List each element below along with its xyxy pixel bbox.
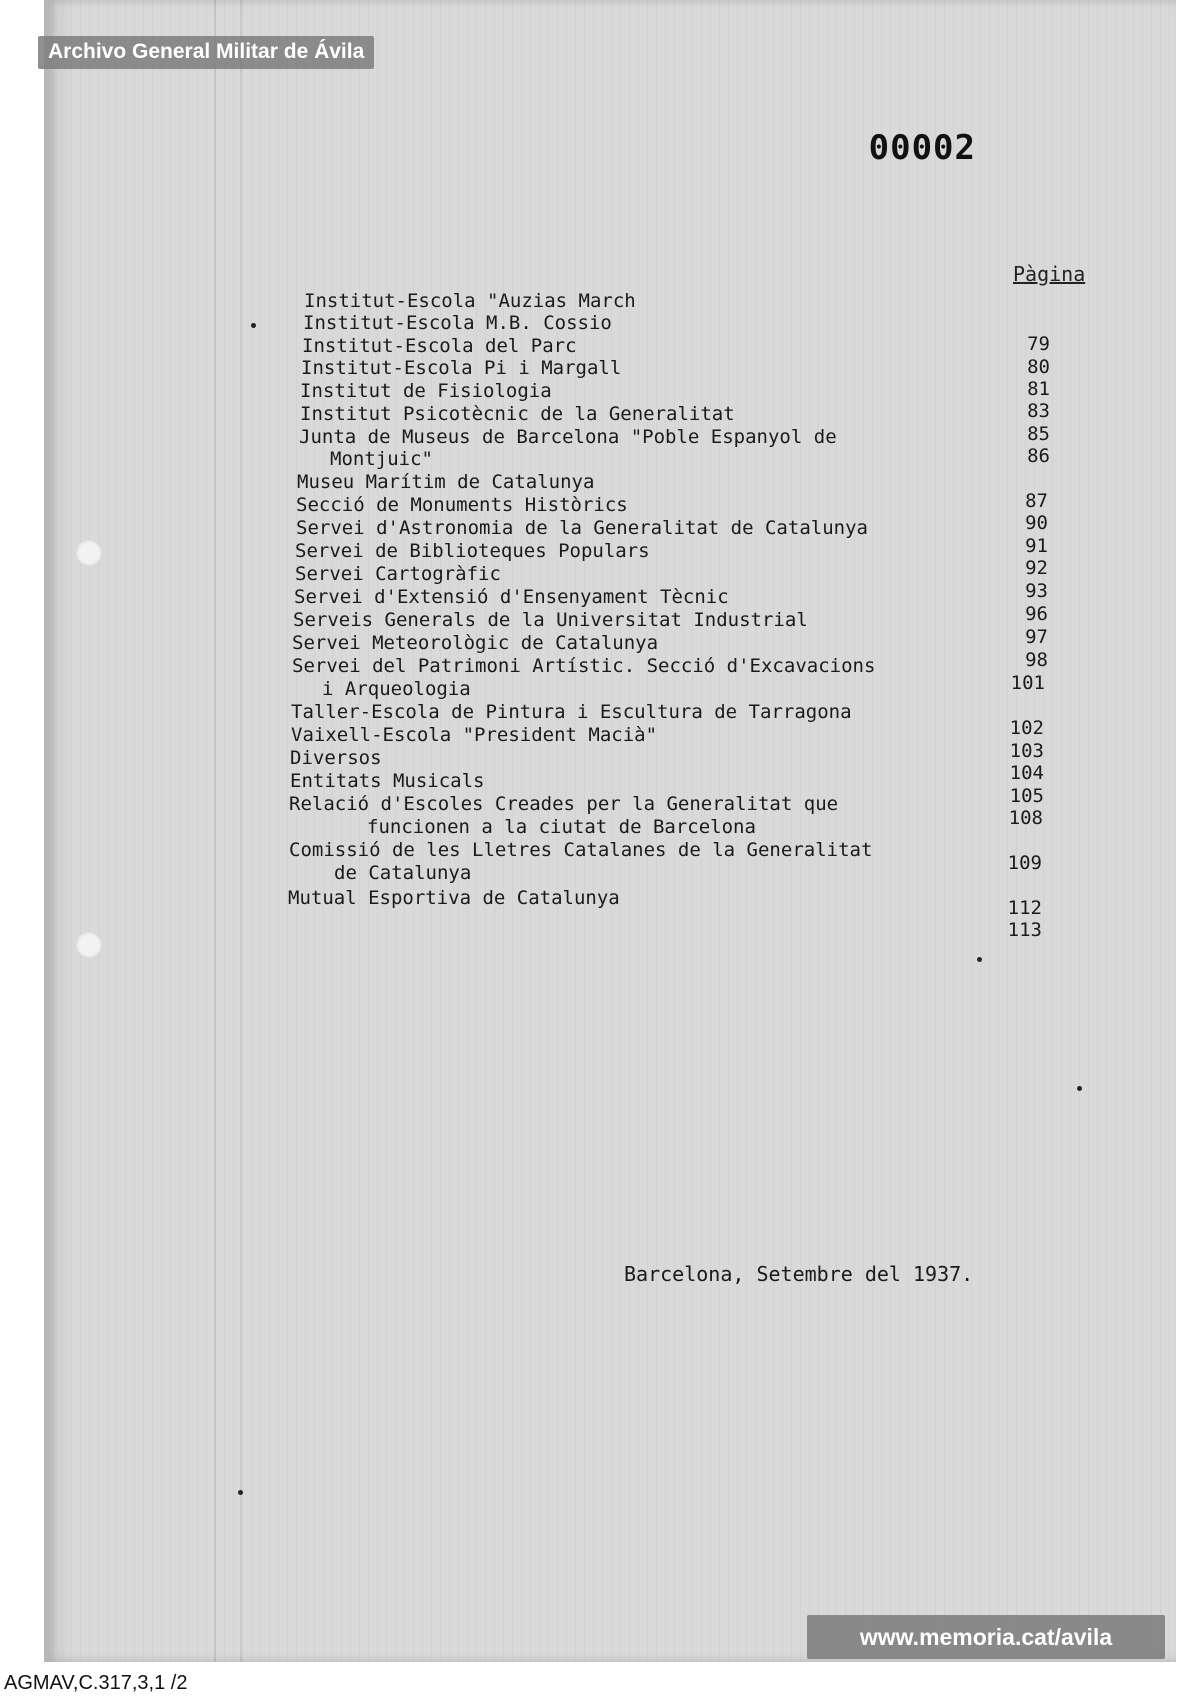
toc-entry-page: 113 bbox=[1007, 919, 1042, 941]
toc-entry-title: Institut-Escola del Parc bbox=[302, 335, 577, 357]
ink-speck bbox=[238, 1490, 243, 1495]
site-watermark: www.memoria.cat/avila bbox=[807, 1615, 1165, 1659]
document-number: 00002 bbox=[868, 128, 976, 168]
toc-entry-subtitle: de Catalunya bbox=[334, 862, 472, 884]
ink-speck bbox=[251, 323, 256, 328]
toc-entry-page: 91 bbox=[1025, 535, 1048, 557]
toc-entry-title: Servei Meteorològic de Catalunya bbox=[292, 632, 659, 654]
toc-entry-page: 103 bbox=[1009, 740, 1044, 762]
toc-entry-title: Relació d'Escoles Creades per la Generalitat que bbox=[289, 793, 839, 815]
toc-entry bbox=[0, 357, 1200, 379]
toc-entry-page: 80 bbox=[1027, 356, 1050, 378]
toc-entry-title: Institut-Escola Pi i Margall bbox=[301, 357, 622, 379]
toc-entry-page: 79 bbox=[1027, 333, 1050, 355]
toc-entry-title: Institut-Escola "Auzias March bbox=[304, 290, 636, 312]
punch-hole bbox=[75, 931, 103, 959]
toc-entry-page: 92 bbox=[1025, 557, 1048, 579]
toc-entry-page: 112 bbox=[1007, 897, 1042, 919]
toc-entry-page: 93 bbox=[1025, 580, 1048, 602]
toc-entry bbox=[0, 403, 1200, 425]
toc-entry-title: Servei del Patrimoni Artístic. Secció d'Excavacions bbox=[292, 655, 876, 677]
toc-entry-title: Serveis Generals de la Universitat Industrial bbox=[293, 609, 808, 631]
toc-entry-title: Diversos bbox=[290, 747, 382, 769]
toc-entry-title: Institut de Fisiologia bbox=[300, 380, 552, 402]
toc-entry-title: Entitats Musicals bbox=[290, 770, 485, 792]
toc-entry-title: Servei d'Astronomia de la Generalitat de Catalunya bbox=[296, 517, 868, 539]
toc-entry-page: 108 bbox=[1008, 807, 1043, 829]
toc-entry bbox=[0, 426, 1200, 448]
toc-entry bbox=[0, 335, 1200, 357]
toc-entry-page: 86 bbox=[1027, 445, 1050, 467]
toc-entry-page: 90 bbox=[1025, 512, 1048, 534]
archive-watermark: Archivo General Militar de Ávila bbox=[38, 36, 374, 69]
toc-entry-page: 87 bbox=[1025, 490, 1048, 512]
toc-entry-subtitle: i Arqueologia bbox=[322, 678, 471, 700]
toc-entry-page: 98 bbox=[1025, 649, 1048, 671]
toc-entry-page: 85 bbox=[1027, 423, 1050, 445]
toc-entry-page: 83 bbox=[1027, 400, 1050, 422]
toc-entry-page: 104 bbox=[1009, 762, 1044, 784]
toc-entry bbox=[0, 312, 1200, 334]
toc-entry bbox=[0, 290, 1200, 312]
toc-entry-title: Secció de Monuments Històrics bbox=[296, 494, 628, 516]
toc-entry-page: 101 bbox=[1010, 672, 1045, 694]
toc-entry-title: Institut Psicotècnic de la Generalitat bbox=[300, 403, 735, 425]
toc-entry-title: Servei Cartogràfic bbox=[295, 563, 501, 585]
place-and-date: Barcelona, Setembre del 1937. bbox=[624, 1262, 974, 1286]
toc-entry-page: 102 bbox=[1009, 717, 1044, 739]
ink-speck bbox=[977, 957, 982, 962]
toc-entry-title: Servei d'Extensió d'Ensenyament Tècnic bbox=[294, 586, 729, 608]
toc-entry-title: Museu Marítim de Catalunya bbox=[297, 471, 595, 493]
toc-entry-title: Mutual Esportiva de Catalunya bbox=[288, 887, 620, 909]
toc-entry-title: Vaixell-Escola "President Macià" bbox=[291, 724, 658, 746]
toc-entry-continuation bbox=[0, 448, 1200, 470]
toc-entry-title: Junta de Museus de Barcelona "Poble Espanyol de bbox=[299, 426, 837, 448]
toc-entry-page: 96 bbox=[1025, 603, 1048, 625]
archive-reference: AGMAV,C.317,3,1 /2 bbox=[4, 1672, 188, 1694]
toc-entry-title: Taller-Escola de Pintura i Escultura de Tarragona bbox=[291, 701, 852, 723]
toc-entry-page: 109 bbox=[1007, 852, 1042, 874]
toc-entry-title: Institut-Escola M.B. Cossio bbox=[303, 312, 612, 334]
toc-entry-page: 105 bbox=[1009, 785, 1044, 807]
toc-entry-subtitle: Montjuic" bbox=[330, 448, 433, 470]
page-column-heading: Pàgina bbox=[1013, 262, 1086, 286]
toc-entry-title: Servei de Biblioteques Populars bbox=[295, 540, 650, 562]
toc-entry-page: 97 bbox=[1025, 626, 1048, 648]
ink-speck bbox=[1077, 1086, 1082, 1091]
toc-entry bbox=[0, 380, 1200, 402]
toc-entry-subtitle: funcionen a la ciutat de Barcelona bbox=[367, 816, 756, 838]
toc-entry-title: Comissió de les Lletres Catalanes de la Generalitat bbox=[289, 839, 873, 861]
toc-entry-page: 81 bbox=[1027, 378, 1050, 400]
